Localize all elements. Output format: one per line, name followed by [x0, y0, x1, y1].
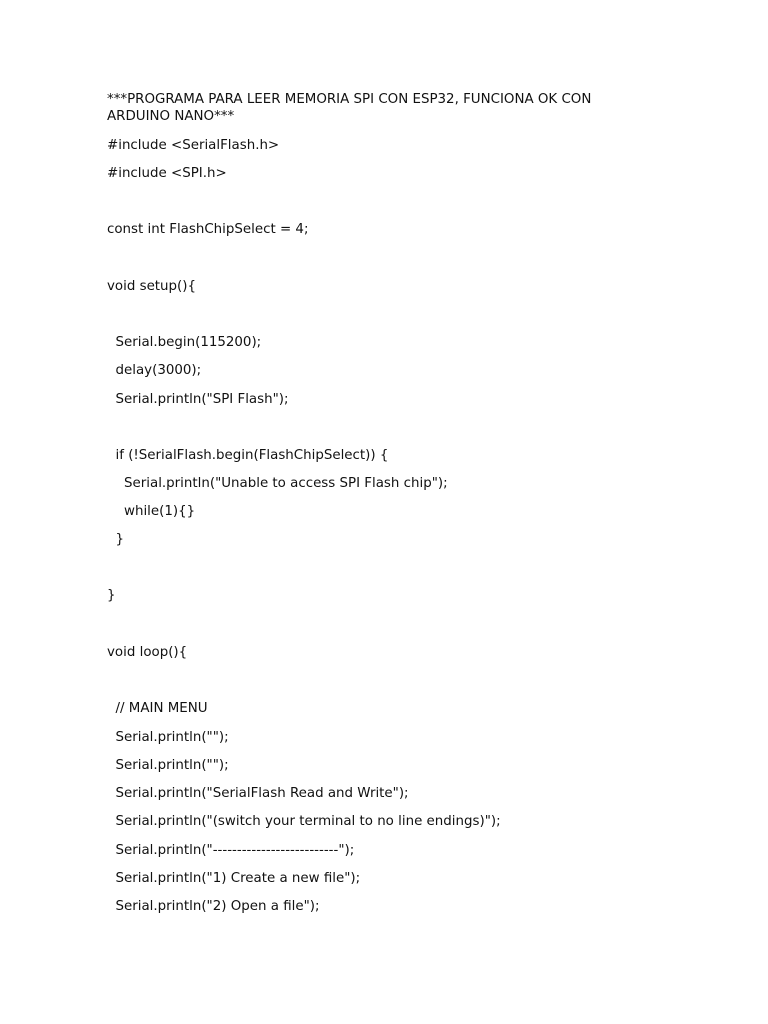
code-line-chip-select: const int FlashChipSelect = 4;: [107, 222, 309, 237]
code-line-if-begin: if (!SerialFlash.begin(FlashChipSelect)) {: [107, 448, 389, 463]
code-line-println-read-write: Serial.println("SerialFlash Read and Write");: [107, 786, 409, 801]
code-line-println-line-endings: Serial.println("(switch your terminal to no line endings)");: [107, 814, 501, 829]
code-line-setup-close: }: [107, 588, 116, 603]
code-line-println-empty-2: Serial.println("");: [107, 758, 229, 773]
code-line-println-separator: Serial.println("--------------------------");: [107, 843, 355, 858]
document-title: ***PROGRAMA PARA LEER MEMORIA SPI CON ESP32, FUNCIONA OK CON ARDUINO NANO***: [107, 92, 592, 124]
code-line-delay: delay(3000);: [107, 363, 202, 378]
code-line-println-empty-1: Serial.println("");: [107, 730, 229, 745]
code-line-println-open-file: Serial.println("2) Open a file");: [107, 899, 320, 914]
code-line-include-spi: #include <SPI.h>: [107, 166, 227, 181]
code-line-main-menu-comment: // MAIN MENU: [107, 701, 208, 716]
code-line-loop-start: void loop(){: [107, 645, 188, 660]
code-line-println-create-file: Serial.println("1) Create a new file");: [107, 871, 361, 886]
code-line-print-spi-flash: Serial.println("SPI Flash");: [107, 392, 289, 407]
code-line-serial-begin: Serial.begin(115200);: [107, 335, 262, 350]
code-line-if-close: }: [107, 532, 125, 547]
code-line-setup-start: void setup(){: [107, 279, 197, 294]
code-line-print-unable: Serial.println("Unable to access SPI Flash chip");: [107, 476, 448, 491]
code-line-while: while(1){}: [107, 504, 196, 519]
code-line-include-serialflash: #include <SerialFlash.h>: [107, 138, 280, 153]
